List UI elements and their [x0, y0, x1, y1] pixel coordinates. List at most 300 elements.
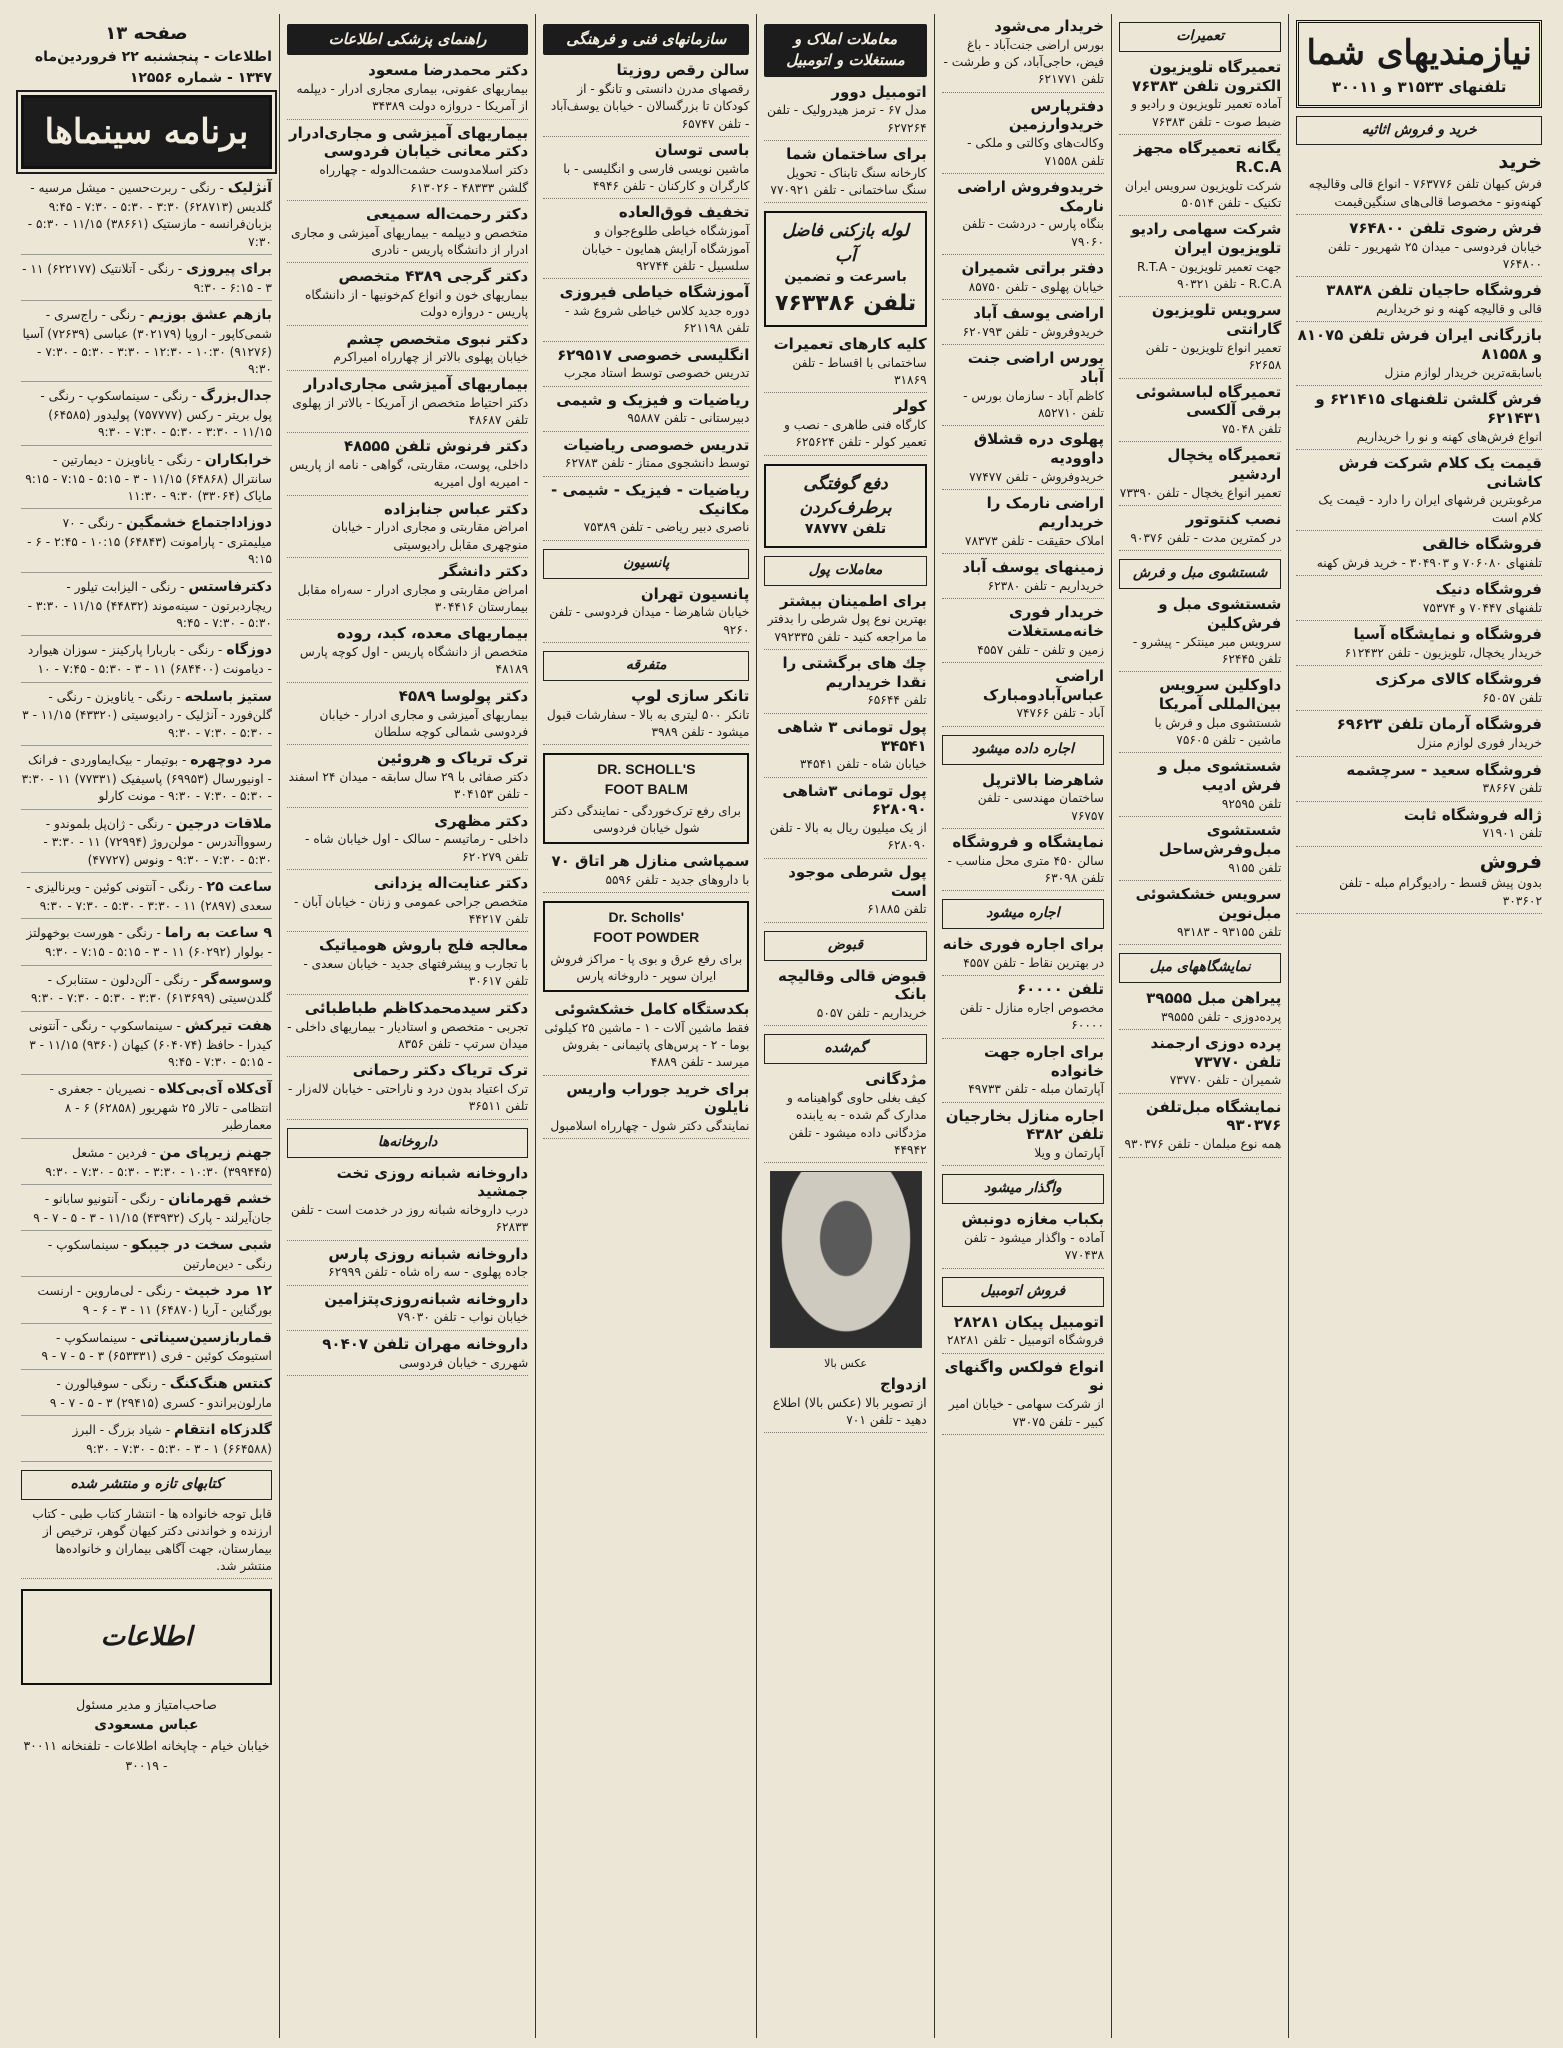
marriage-list — [764, 1375, 926, 1433]
repair-ad-item — [1119, 301, 1281, 378]
section-title-transfer: واگذار میشود — [942, 1174, 1104, 1204]
cinema-film-title: خشم قهرمانان — [168, 1190, 272, 1207]
property-ad-item — [764, 145, 926, 203]
cinema-showtimes: رنگی - آتلانتیک (۶۲۲۱۷۷) ۱۱ - ۳ - ۶:۱۵ - ۹:۳۰ — [22, 262, 272, 295]
carpet-ad-item-text: انواع فرش‌های کهنه و نو را خریداریم — [1356, 429, 1542, 444]
education-ad-item — [543, 346, 749, 387]
rent-list — [942, 771, 1104, 892]
cinema-film-title: دکترفاستس — [188, 578, 272, 595]
newspaper-logo — [21, 1589, 272, 1685]
credits-address: خیابان خیام - چاپخانه اطلاعات - تلفنخانه ۳۰۰۱۱ - ۳۰۰۱۹ — [23, 1738, 270, 1773]
carpet-ad-item-title: خرید — [1498, 151, 1542, 174]
pharmacy-ad-item — [287, 1290, 528, 1331]
credits-label: صاحب‌امتیاز و مدیر مسئول — [76, 1697, 217, 1713]
education-ad-item-text: ماشین نویسی فارسی و انگلیسی - با کارگران و کارکنان - تلفن ۴۹۴۶ — [563, 161, 750, 194]
laundry-ad-item-text: تلفن ۹۱۵۵ — [1228, 860, 1282, 875]
doctor-ad-item — [287, 749, 528, 807]
education-ad-item — [543, 283, 749, 341]
cinema-showtimes: رنگی - ربرت‌حسین - میشل مرسیه - گلدیس (۶۲۸۷۱۳) ۳:۳۰ - ۵:۳۰ - ۷:۳۰ - ۹:۴۵ بزبان‌فرانسه - مازستیک (۳۸۶۶۱) ۱۱/۱۵ - ۵:۳۰ - ۷:۳۰ — [27, 181, 272, 249]
carpet-ad-item — [1296, 670, 1542, 711]
education-ad-item-text: دوره جدید کلاس خیاطی شروع شد - تلفن ۶۲۱۱۹۸ — [565, 303, 750, 336]
repair-ad-item-text: تعمیر انواع تلویزیون - تلفن ۶۲۶۵۸ — [1145, 340, 1282, 373]
education-ad-item-title: باسی توسان — [654, 141, 750, 160]
cinema-showtimes: رنگی - سوفیالورن - مارلون‌براندو - کسری (۲۹۴۱۵) ۳ - ۵ - ۷ - ۹ — [49, 1376, 272, 1410]
education-ad-item-text: آموزشگاه خیاطی طلوع‌جوان و آموزشگاه آرایش همایون - خیابان سلسبیل - تلفن ۹۲۷۴۴ — [581, 224, 750, 273]
misc-ad-item — [543, 1000, 749, 1076]
education-ad-item — [543, 61, 749, 137]
doctor-ad-item-text: خیابان پهلوی بالاتر از چهارراه امیراکرم — [333, 350, 529, 365]
carpet-ad-item — [1296, 326, 1542, 386]
cinema-film-title: بازهم عشق بوزیم — [148, 307, 272, 324]
repair-ad-item-title: تعمیرگاه لباسشوئی برقی آلکسی — [1135, 382, 1282, 420]
rent-wanted-list — [942, 935, 1104, 1166]
carpet-ad-item-title: فروشگاه کالای مرکزی — [1375, 670, 1542, 689]
carpet-ad-item-text: فرش کیهان تلفن ۷۶۳۷۷۶ - انواع قالی وقالیچه کهنه‌ونو - مخصوصا قالی‌های سنگین‌قیمت — [1308, 177, 1542, 209]
doctors-list — [287, 61, 528, 1119]
realestate-ad-item-title: دفتر براتی شمیران — [961, 259, 1105, 278]
education-ad-item-text: توسط دانشجوی ممتاز - تلفن ۶۲۷۸۳ — [564, 456, 750, 471]
misc-ad-item — [543, 852, 749, 893]
cinema-listing: آی‌کلاه آی‌بی‌کلاه - نصیریان - جعفری - انتظامی - تالار ۲۵ شهریور (۶۲۸۵۸) ۶ - ۸ معمارطبر — [21, 1080, 272, 1139]
repair-ad-item-title: سرویس تلویزیون گارانتی — [1151, 301, 1282, 339]
repair-ad-item — [1119, 510, 1281, 551]
doctor-ad-item-title: دکتر دانشگر — [439, 561, 529, 580]
education-ad-item — [543, 481, 749, 541]
section-title-car: فروش اتومبیل — [942, 1277, 1104, 1307]
doctor-ad-item — [287, 687, 528, 745]
doctor-ad-item — [287, 61, 528, 119]
doctor-ad-item-text: داخلی، پوست، مقاربتی، گواهی - نامه از پاریس - امیریه اول امیریه — [289, 457, 529, 490]
property-ad-item — [764, 335, 926, 393]
repair-ad-item — [1119, 58, 1281, 135]
water-pipe-ad-line1: لوله بازکنی فاضل آب — [782, 221, 909, 266]
realestate-ad-item-text: وکالت‌های وکالتی و ملکی - تلفن ۷۱۵۵۸ — [967, 136, 1105, 168]
pest-ad — [764, 464, 926, 548]
portrait-photo — [770, 1171, 922, 1348]
realestate-ad-item-title: پهلوی دره قشلاق داوودیه — [973, 430, 1105, 468]
repair-ad-item-title: تعمیرگاه تلویزیون الکترون تلفن ۷۶۳۸۳ — [1131, 57, 1282, 95]
cinema-listing: هفت تیرکش - سینماسکوپ - رنگی - آنتونی کیدرا - حافظ (۶۰۴۰۷۴) کیهان (۹۳۶۰) ۱۱/۱۵ - ۳ - ۵:۱۵ - ۷:۳۰ - ۹:۴۵ — [21, 1017, 272, 1076]
doctor-ad-item-text: داخلی - رماتیسم - سالک - اول خیابان شاه - تلفن ۶۲۰۲۷۹ — [305, 832, 529, 864]
education-ad-item-title: آموزشگاه خیاطی فیروزی — [559, 283, 750, 302]
rent-wanted-ad-item-title: اجاره منازل بخارجیان تلفن ۴۳۸۲ — [945, 1106, 1105, 1144]
realestate-ad-item — [942, 494, 1104, 554]
doctor-ad-item-text: متخصص جراحی عمومی و زنان - خیابان آبان - تلفن ۴۴۲۱۷ — [293, 894, 529, 927]
cinema-film-title: جدال‌بزرگ — [200, 388, 272, 405]
rent-wanted-ad-item — [942, 1107, 1104, 1167]
doctor-ad-item-title: ترک تریاک دکتر رحمانی — [352, 1061, 529, 1080]
doctor-ad-item-title: دکتر سیدمحمدکاظم طباطبائی — [304, 998, 529, 1017]
credits-name: عباس مسعودی — [94, 1716, 199, 1733]
cinema-film-title: مرد دوچهره — [190, 752, 272, 769]
cinema-listing: دکترفاستس - رنگی - الیزابت تیلور - ریچاردبرتون - سینه‌موند (۴۴۸۳۲) ۱۱/۱۵ - ۳:۳۰ - ۵:۳۰ - ۷:۳۰ - ۹:۴۵ — [21, 578, 272, 637]
realestate-ad-item-text: خیابان پهلوی - تلفن ۸۵۷۵۰ — [968, 279, 1105, 294]
education-ad-item-title: انگلیسی خصوصی ۶۲۹۵۱۷ — [557, 345, 750, 364]
education-ad-item-text: تدریس خصوصی توسط استاد مجرب — [563, 366, 750, 381]
doctor-ad-item-title: دکتر عباس جنابزاده — [383, 499, 529, 518]
doctor-ad-item-title: دکتر فرنوش تلفن ۴۸۵۵۵ — [343, 437, 529, 456]
laundry-ad-item-title: سرویس خشکشوئی مبل‌نوین — [1135, 885, 1282, 922]
cinema-list — [21, 179, 272, 1462]
doctor-ad-item-title: دکتر نبوی متخصص چشم — [346, 329, 529, 348]
transfer-ad-item-text: آماده - واگذار میشود - تلفن ۷۷۰۴۳۸ — [963, 1231, 1105, 1263]
pharmacy-ad-item-text: درب داروخانه شبانه روز در خدمت است - تلفن ۶۲۸۳۳ — [290, 1203, 529, 1235]
realestate-ad-item-title: اراضی نارمک را خریداریم — [986, 494, 1105, 531]
cinema-showtimes: رنگی - سینماسکوپ - رنگی - پول بریتر - رکس (۷۵۷۷۷۷) پولیدور (۶۴۵۸۵) ۱۱/۱۵ - ۳:۳۰ - ۵:۳۰ - ۷:۳۰ - ۹:۳۰ — [40, 389, 272, 440]
realestate-ad-item-text: زمین و تلفن - تلفن ۴۵۵۷ — [977, 642, 1105, 657]
carpet-ad-item — [1296, 390, 1542, 450]
doctor-ad-item — [287, 874, 528, 932]
receipt-ad-item-title: قبوض قالی وقالیچه بانک — [778, 966, 927, 1004]
cinema-listing: مرد دوچهره - بوتیمار - بیک‌ایماوردی - فرانک - اونیورسال (۶۹۹۵۳) پاسیفیک (۷۷۳۳۱) ۱۱ - ۳:۳۰ - ۵:۳۰ - ۷:۳۰ - ۹:۳۰ - مونت کارلو — [21, 751, 272, 810]
realestate-ad-item — [942, 304, 1104, 345]
section-title-lost: گم‌شده — [764, 1034, 926, 1064]
foot-powder-line1: Dr. Scholls' — [608, 909, 685, 926]
rent-ad-item-title: شاهرضا بالاترپل — [982, 770, 1105, 789]
carpet-ad-item-text: تلفن ۷۱۹۰۱ — [1482, 826, 1542, 841]
transfer-ad-item-title: بکباب مغازه دونبش — [961, 1210, 1105, 1229]
lost-ad-item-title: مژدگانی — [865, 1070, 927, 1089]
money-ad-item — [764, 654, 926, 714]
doctor-ad-item — [287, 330, 528, 371]
repair-ad-item — [1119, 139, 1281, 216]
section-title-misc: متفرقه — [543, 651, 749, 681]
carpet-ad-item-text: خیابان فردوسی - میدان ۲۵ شهریور - تلفن ۷۶۴۸۰۰ — [1327, 239, 1542, 271]
doctor-ad-item — [287, 267, 528, 325]
pharmacy-ad-item-text: جاده پهلوی - سه راه شاه - تلفن ۶۲۹۹۹ — [328, 1265, 529, 1280]
cinema-showtimes: رنگی - لی‌ماروین - ارنست بورگناین - آریا (۶۴۸۷۰) ۱۱ - ۳ - ۶ - ۹ — [37, 1284, 272, 1318]
repair-ad-item — [1119, 220, 1281, 297]
marriage-ad-item — [764, 1375, 926, 1433]
laundry-ad-item — [1119, 595, 1281, 672]
laundry-ad-item-text: تلفن ۹۲۵۹۵ — [1221, 796, 1282, 811]
property-ad-item-title: اتومبیل دوور — [831, 82, 927, 101]
cinema-film-title: قماربازسین‌سیناتی — [139, 1329, 272, 1346]
rent-wanted-ad-item — [942, 980, 1104, 1038]
carpet-ad-item-title: فروشگاه آرمان تلفن ۶۹۶۲۳ — [1336, 715, 1542, 734]
section-title-furniture: نمایشگاههای مبل — [1119, 953, 1281, 983]
rent-wanted-ad-item-text: مخصوص اجاره منازل - تلفن ۶۰۰۰۰ — [959, 1001, 1105, 1033]
carpet-ad-item-text: تلفنهای ۷۰۴۴۷ و ۷۵۳۷۴ — [1422, 600, 1542, 615]
cinema-showtimes: رنگی - آلن‌دلون - ستنابرک - گلدن‌سیتی (۶۱۳۶۹۹) ۳:۳۰ - ۵:۳۰ - ۷:۳۰ - ۹:۳۰ — [30, 972, 272, 1006]
laundry-ad-item-text: تلفن ۹۳۱۵۵ - ۹۳۱۸۳ — [1176, 924, 1282, 939]
cinema-film-title: هفت تیرکش — [184, 1017, 272, 1034]
rent-ad-item — [942, 833, 1104, 891]
cinema-listing: کنتس هنگ‌کنگ - رنگی - سوفیالورن - مارلون‌براندو - کسری (۲۹۴۱۵) ۳ - ۵ - ۷ - ۹ — [21, 1375, 272, 1416]
money-ad-item-title: پول تومانی ۳ شاهی ۳۴۵۴۱ — [777, 717, 927, 755]
rent-ad-item-text: سالن ۴۵۰ متری محل مناسب - تلفن ۶۳۰۹۸ — [947, 853, 1105, 886]
cinema-listing: ساعت ۲۵ - رنگی - آنتونی کوئین - ویرنالیزی - سعدی (۲۸۹۷) ۱۱ - ۳:۳۰ - ۵:۳۰ - ۷:۳۰ - ۹:۳۰ — [21, 878, 272, 919]
rent-wanted-ad-item — [942, 1043, 1104, 1103]
property-ad-item-text: مدل ۶۷ - ترمز هیدرولیک - تلفن ۶۲۷۲۶۴ — [766, 103, 927, 135]
socks-ad-text: نمایندگی دکتر شول - چهارراه اسلامبول — [550, 1119, 750, 1134]
carpet-ad-item-text: تلفن ۳۸۶۶۷ — [1482, 781, 1542, 796]
cinema-film-title: شبی سخت در جیبکو — [131, 1237, 272, 1254]
cinema-film-title: گلدزکاه انتقام — [174, 1422, 272, 1438]
realestate-ad-item-text: کاظم آباد - سازمان بورس - تلفن ۸۵۲۷۱۰ — [963, 388, 1105, 421]
cinema-film-title: وسوسه‌گر — [201, 971, 272, 988]
rent-wanted-ad-item — [942, 935, 1104, 976]
realestate-ad-item-title: اراضی یوسف آباد — [973, 304, 1105, 323]
realestate-ad-item-text: املاک حقیقت - تلفن ۷۸۳۷۳ — [964, 533, 1105, 548]
carpet-ad-item-text: باسابقه‌ترین خریدار لوازم منزل — [1384, 365, 1542, 380]
money-list — [764, 592, 926, 923]
carpet-ad-item — [1296, 851, 1542, 914]
column-repairs — [1111, 14, 1288, 2038]
rent-ad-item-title: نمایشگاه و فروشگاه — [952, 833, 1105, 852]
masthead — [1296, 20, 1542, 108]
cinema-listing: گلدزکاه انتقام - شیاد بزرگ - البرز (۶۶۴۵۸۸) ۱ - ۳ - ۵:۳۰ - ۷:۳۰ - ۹:۳۰ — [21, 1421, 272, 1462]
cinema-showtimes: رنگی - یاناویزن - دیمارتین - سانترال (۶۴۸۶۸) ۱۱/۱۵ - ۳ - ۵:۱۵ - ۷:۱۵ - ۹:۱۵ مایاک (۳۳۰۶۴) ۹:۳۰ - ۱۱:۳۰ — [25, 452, 272, 503]
realestate-ad-item-text: خریدوفروش - تلفن ۶۲۰۷۹۳ — [962, 324, 1105, 339]
foot-powder-line2: FOOT POWDER — [593, 928, 700, 945]
laundry-ad-item-title: شستشوی مبل‌وفرش‌ساحل — [1158, 821, 1282, 858]
section-title-buy-sell: خرید و فروش اثاثیه — [1296, 116, 1542, 146]
realestate-ad-item-title: زمینهای یوسف آباد — [962, 558, 1105, 577]
cinema-listing: برای پیروزی - رنگی - آتلانتیک (۶۲۲۱۷۷) ۱۱ - ۳ - ۶:۱۵ - ۹:۳۰ — [21, 260, 272, 301]
realestate-ad-item — [942, 667, 1104, 727]
realestate-ad-item-title: بورس اراضی جنت آباد — [967, 349, 1105, 386]
doctor-ad-item-text: تجربی - متخصص و استادیار - بیماریهای داخلی - میدان سرتپ - تلفن ۸۳۵۶ — [287, 1019, 529, 1051]
cinema-listing: دوزگاه - رنگی - باربارا پارکینز - سوزان هیوارد - دیامونت (۶۸۴۴۰۰) ۱۱ - ۳ - ۵:۳۰ - ۷:۴۵ - ۱۰ — [21, 641, 272, 682]
marriage-ad-item-text: از تصویر بالا (عکس بالا) اطلاع دهید - تلفن ۷۰۱ — [772, 1395, 927, 1427]
cinema-showtimes: رنگی - آنتونیو سابانو - جان‌آیرلند - پارک (۴۳۹۳۲) ۱۱/۱۵ - ۳ - ۵ - ۷ - ۹ — [33, 1191, 272, 1225]
laundry-ad-item — [1119, 885, 1281, 945]
repairs-list — [1119, 58, 1281, 551]
misc-ad-item-text: با داروهای جدید - تلفن ۵۵۹۶ — [605, 872, 750, 887]
transfer-list — [942, 1210, 1104, 1268]
carpet-ad-item-title: فروشگاه و نمایشگاه آسیا — [1353, 625, 1542, 644]
rent-ad-item — [942, 771, 1104, 829]
realestate-ad-item-text: بنگاه پارس - دردشت - تلفن ۷۹۰۶۰ — [962, 217, 1105, 249]
carpet-ad-item-text: خریدار فوری لوازم منزل — [1416, 736, 1542, 751]
education-ad-item-text: ناصری دبیر ریاضی - تلفن ۷۵۳۸۹ — [583, 520, 750, 535]
boarding-ad — [543, 585, 749, 643]
cinema-showtimes: فردین - مشعل (۳۹۹۴۴۵) ۱۰:۳۰ - ۳:۳۰ - ۵:۳۰ - ۷:۳۰ - ۹:۳۰ — [45, 1145, 272, 1179]
realestate-ad-item-title: دفترپارس خریدوارزمین — [1008, 96, 1105, 134]
furniture-ad-item-text: پرده‌دوزی - تلفن ۳۹۵۵۵ — [1161, 1009, 1282, 1024]
doctor-ad-item — [287, 437, 528, 495]
cinema-listing: دوزاداجتماع خشمگین - رنگی - ۷۰ میلیمتری - پارامونت (۶۴۸۴۳) ۱۰:۱۵ - ۲:۴۵ - ۶ - ۹:۱۵ — [21, 514, 272, 573]
carpet-ad-item-title: قیمت یک کلام شرکت فرش کاشانی — [1338, 453, 1542, 491]
carpet-ad-item-title: فرش رضوی تلفن ۷۶۴۸۰۰ — [1349, 218, 1542, 237]
cinema-listing: خشم قهرمانان - رنگی - آنتونیو سابانو - جان‌آیرلند - پارک (۴۳۹۳۲) ۱۱/۱۵ - ۳ - ۵ - ۷ - ۹ — [21, 1190, 272, 1231]
laundry-ad-item — [1119, 676, 1281, 753]
education-ad-item-title: ریاضیات و فیزیک و شیمی — [556, 390, 750, 409]
doctor-ad-item-text: بیماریهای خون و انواع کم‌خونیها - از دانشگاه پاریس - دروازه دولت — [304, 288, 529, 320]
carpet-ad-item-title: فروشگاه حاجیان تلفن ۳۸۸۳۸ — [1326, 281, 1542, 300]
doctor-ad-item — [287, 936, 528, 994]
money-ad-item-title: پول تومانی ۳شاهی ۶۲۸۰۹۰ — [782, 781, 927, 819]
doctor-ad-item-text: متخصص از دانشگاه پاریس - اول کوچه پارس ۴۸۱۸۹ — [299, 645, 529, 677]
lost-ad-item-text: کیف بغلی حاوی گواهینامه و مدارک گم شده - به یابنده مژدگانی داده میشود - تلفن ۴۴۹۴۲ — [787, 1090, 927, 1157]
car-ad-item-title: انواع فولکس واگنهای نو — [944, 1357, 1105, 1395]
column-realestate — [934, 14, 1111, 2038]
doctor-ad-item-title: دکتر پولوسا ۴۵۸۹ — [398, 686, 529, 705]
repair-ad-item-text: تلفن ۷۵۰۴۸ — [1221, 422, 1282, 436]
cinema-listing: آنژلیک - رنگی - ربرت‌حسین - میشل مرسیه - گلدیس (۶۲۸۷۱۳) ۳:۳۰ - ۵:۳۰ - ۷:۳۰ - ۹:۴۵ بزبان‌فرانسه - مازستیک (۳۸۶۶۱) ۱۱/۱۵ - ۵:۳۰ - ۷:۳۰ — [21, 179, 272, 255]
realestate-ad-item-title: خریدوفروش اراضی نارمک — [957, 177, 1105, 215]
cinema-film-title: جهنم زیرپای من — [159, 1144, 272, 1161]
section-title-money: معاملات پول — [764, 556, 926, 586]
property-ad-item-title: کلیه کارهای تعمیرات — [773, 334, 927, 353]
education-ad-item-title: تدریس خصوصی ریاضیات — [563, 435, 750, 454]
education-ad-item-text: دبیرستانی - تلفن ۹۵۸۸۷ — [627, 411, 750, 426]
education-ad-item — [543, 436, 749, 477]
property-ad-item-title: کولر — [893, 397, 927, 416]
cinema-film-title: ساعت ۲۵ — [206, 879, 272, 896]
doctor-ad-item — [287, 205, 528, 263]
furniture-ad-item-title: نمایشگاه مبل‌تلفن ۹۳۰۳۷۶ — [1145, 1097, 1282, 1135]
realestate-ad-item-title: خریدار فوری خانه‌مستغلات — [1007, 603, 1105, 640]
education-list — [543, 61, 749, 540]
rent-ad-item-text: ساختمان مهندسی - تلفن ۷۶۷۵۷ — [977, 791, 1105, 823]
carpet-ad-item-title: فرش گلشن تلفنهای ۶۲۱۴۱۵ و ۶۲۱۴۳۱ — [1315, 390, 1542, 427]
property-ad-item-text: ساختمانی با اقساط - تلفن ۳۱۸۶۹ — [792, 355, 927, 387]
repair-ad-item-text: آماده تعمیر تلویزیون و رادیو و ضبط صوت - تلفن ۷۶۳۸۳ — [1131, 97, 1282, 129]
lost-ad-item — [764, 1070, 926, 1163]
photo-caption: عکس بالا — [824, 1357, 867, 1371]
money-ad-item — [764, 592, 926, 650]
carpet-ad-item-title: ژاله فروشگاه ثابت — [1403, 805, 1542, 824]
doctor-ad-item-text: بیماریهای عفونی، بیماری مجاری ادرار - دیپلمه از آمریکا - دروازه دولت ۳۴۳۸۹ — [296, 82, 529, 114]
rent-wanted-ad-item-text: آپارتمان و ویلا — [1034, 1146, 1105, 1161]
column-carpets — [1288, 14, 1549, 2038]
section-title-receipts: قبوض — [764, 931, 926, 961]
masthead-title: نیازمندیهای شما — [1306, 33, 1532, 73]
doctor-ad-item — [287, 999, 528, 1057]
pharmacy-ad-item — [287, 1335, 528, 1376]
pharmacy-ad-item-title: داروخانه شبانه‌روزی‌پتزامین — [324, 1289, 529, 1308]
doctor-ad-item-text: دکتر احتیاط متخصص از آمریکا - بالاتر از پهلوی تلفن ۴۸۶۸۷ — [292, 395, 529, 427]
newspaper-logo-seal: اطلاعات — [100, 1621, 193, 1652]
page-info — [21, 20, 272, 89]
carpet-ad-item-text: قالی و قالیچه کهنه و نو خریداریم — [1376, 302, 1542, 316]
cinema-showtimes: نصیریان - جعفری - انتظامی - تالار ۲۵ شهریور (۶۲۸۵۸) ۶ - ۸ معمارطبر — [49, 1082, 272, 1133]
money-ad-item-text: تلفن ۶۵۶۴۴ — [867, 693, 927, 708]
doctor-ad-item-title: دکتر گرجی ۴۳۸۹ متخصص — [338, 267, 529, 286]
furniture-ad-item-title: پرده دوزی ارجمند تلفن ۷۳۷۷۰ — [1150, 1033, 1282, 1071]
carpet-ad-item — [1296, 715, 1542, 756]
doctor-ad-item-text: با تجارب و پیشرفتهای جدید - خیابان سعدی - تلفن ۳۰۶۱۷ — [303, 957, 529, 989]
laundry-ad-item — [1119, 757, 1281, 817]
furniture-ad-item — [1119, 1034, 1281, 1094]
pest-ad-line2: تلفن ۷۸۷۷۷ — [804, 520, 887, 537]
property-ad-item-text: کارگاه فنی طاهری - نصب و تعمیر کولر - تلفن ۶۲۵۶۲۴ — [784, 417, 927, 450]
money-ad-item — [764, 863, 926, 923]
cinema-showtimes: رنگی - هورست بوخهولتز - بولوار (۶۰۲۹۲) ۱۱ - ۳ - ۵:۱۵ - ۷:۱۵ - ۹:۳۰ — [26, 926, 272, 960]
car-ad-item — [942, 1358, 1104, 1435]
pharmacy-ad-item — [287, 1164, 528, 1241]
masthead-phones: تلفنهای ۳۱۵۳۳ و ۳۰۰۱۱ — [1331, 78, 1507, 97]
realestate-ad-item-title: اراضی عباس‌آبادومبارک — [982, 666, 1105, 704]
laundry-ad-item-title: شستشوی مبل و فرش ادیب — [1158, 757, 1282, 795]
rent-wanted-ad-item-text: آپارتمان مبله - تلفن ۴۹۷۳۳ — [968, 1082, 1105, 1097]
realestate-ad-item — [942, 430, 1104, 490]
carpet-ad-item-title: فروشگاه سعید - سرچشمه — [1346, 760, 1542, 779]
furniture-list — [1119, 989, 1281, 1158]
laundry-ad-item-text: شستشوی مبل و فرش با ماشین - تلفن ۷۵۶۰۵ — [1154, 715, 1282, 748]
pharmacy-ad-item-title: داروخانه مهران تلفن ۹۰۴۰۷ — [322, 1334, 529, 1353]
doctor-ad-item-title: معالجه فلج باروش هومیاتیک — [318, 936, 529, 955]
laundry-ad-item-text: سرویس مبر مینتکر - پیشرو - تلفن ۶۲۴۴۵ — [1132, 634, 1282, 666]
repair-ad-item-title: یگانه تعمیرگاه مجهز R.C.A — [1134, 139, 1282, 176]
foot-balm-fa: برای رفع ترک‌خوردگی - نمایندگی دکتر شول خیابان فردوسی — [551, 803, 741, 835]
cinema-film-title: دوزاداجتماع خشمگین — [126, 515, 272, 532]
doctor-ad-item-title: بیماریهای آمیزشی و مجاری‌ادرار دکتر معانی خیابان فردوسی — [289, 123, 529, 161]
repair-ad-item-text: شرکت تلویزیون سرویس ایران تکنیک - تلفن ۵۰۵۱۴ — [1124, 178, 1282, 210]
doctor-ad-item — [287, 624, 528, 682]
foot-balm-line2: FOOT BALM — [604, 781, 688, 798]
book-ad — [21, 1506, 272, 1579]
laundry-ad-item-title: شستشوی مبل و فرش‌کلین — [1158, 595, 1282, 632]
section-title-repairs: تعمیرات — [1119, 22, 1281, 52]
doctor-ad-item-title: بیماریهای معده، کبد، روده — [336, 624, 529, 643]
carpet-ad-item-text: تلفن ۶۵۰۵۷ — [1482, 691, 1542, 706]
pharmacy-ad-item — [287, 1245, 528, 1286]
doctor-ad-item-text: بیماریهای آمیزشی و مجاری ادرار - خیابان فردوسی شمالی کوچه سلطان — [319, 707, 529, 739]
repair-ad-item — [1119, 446, 1281, 506]
doctor-ad-item — [287, 562, 528, 620]
column-education — [535, 14, 756, 2038]
realestate-list — [942, 17, 1104, 727]
laundry-ad-item — [1119, 821, 1281, 881]
doctor-ad-item-text: متخصص و دیپلمه - بیماریهای آمیزشی و مجاری ادرار از دانشگاه پاریس - نادری — [291, 225, 529, 257]
section-title-laundry: شستشوی مبل و فرش — [1119, 559, 1281, 589]
foot-balm-ad — [543, 753, 749, 844]
realestate-ad-item — [942, 349, 1104, 426]
cinema-listing: ستیز باسلحه - رنگی - یاناویزن - رنگی - گلن‌فورد - آنژلیک - رادیوسیتی (۴۳۳۲۰) ۱۱/۱۵ - ۳ - ۵:۳۰ - ۷:۳۰ - ۹:۳۰ — [21, 688, 272, 747]
money-ad-item-title: برای اطمینان بیشتر — [779, 591, 927, 610]
cinema-film-title: آنژلیک — [227, 180, 272, 197]
cinema-film-title: ۱۲ مرد خبیث — [184, 1283, 272, 1300]
rent-wanted-ad-item-title: برای اجاره جهت خانواده — [984, 1042, 1105, 1080]
book-ad-text: قابل توجه خانواده ها - انتشار کتاب طبی - کتاب ارزنده و خواندنی دکتر کیهان گوهر، ترخیص از بیمارستان، جهت آگاهی بیماران و خانواده‌ها منتشر شد. — [32, 1507, 272, 1574]
water-pipe-ad — [764, 211, 926, 326]
cinema-film-title: ستیز باسلحه — [184, 688, 272, 705]
money-ad-item-title: چك های برگشتی را نقدا خریداریم — [782, 653, 927, 691]
doctor-ad-item — [287, 812, 528, 870]
socks-ad-title: برای خرید جوراب واریس نایلون — [566, 1079, 750, 1117]
carpet-ad-item — [1296, 454, 1542, 531]
misc-list-3 — [543, 1000, 749, 1076]
carpet-ad-item — [1296, 806, 1542, 847]
marriage-ad-item-title: ازدواج — [879, 1374, 927, 1393]
property-list-2 — [764, 335, 926, 456]
money-ad-item — [764, 782, 926, 859]
cinema-showtimes: سینماسکوپ - رنگی - دین‌مارتین — [47, 1238, 272, 1272]
cinema-listing: ۱۲ مرد خبیث - رنگی - لی‌ماروین - ارنست بورگناین - آریا (۶۴۸۷۰) ۱۱ - ۳ - ۶ - ۹ — [21, 1282, 272, 1323]
furniture-ad-item-text: همه نوع مبلمان - تلفن ۹۳۰۳۷۶ — [1124, 1137, 1282, 1152]
cinema-film-title: دوزگاه — [226, 642, 272, 659]
doctor-ad-item — [287, 124, 528, 201]
foot-powder-ad — [543, 901, 749, 992]
education-ad-item-title: تخفیف فوق‌العاده — [618, 203, 750, 222]
cinema-film-title: خرابکاران — [204, 451, 272, 468]
realestate-ad-item — [942, 603, 1104, 663]
property-ad-item-title: برای ساختمان شما — [786, 145, 927, 163]
pharmacy-ad-item-title: داروخانه شبانه روزی پارس — [328, 1244, 529, 1263]
car-ad-item-title: اتومبیل پیکان ۲۸۲۸۱ — [953, 1312, 1105, 1331]
repair-ad-item-title: تعمیرگاه یخچال اردشیر — [1167, 446, 1282, 484]
carpets-list — [1296, 151, 1542, 914]
carpet-ad-item — [1296, 625, 1542, 666]
page-number: صفحه ۱۳ — [105, 23, 188, 44]
cinema-showtimes: سینماسکوپ - استیومک کوئین - فری (۶۵۳۳۳۱) ۳ - ۵ - ۷ - ۹ — [41, 1330, 272, 1364]
money-ad-item-title: پول شرطی موجود است — [788, 862, 927, 900]
cinema-showtimes: رنگی - باربارا پارکینز - سوزان هیوارد - دیامونت (۶۸۴۴۰۰) ۱۱ - ۳ - ۵:۳۰ - ۷:۴۵ - ۱۰ — [27, 643, 272, 677]
education-ad-item-text: رقصهای مدرن دانستی و تانگو - از کودکان تا بزرگسالان - خیابان یوسف‌آباد - تلفن ۶۵۷۴۷ — [550, 82, 750, 131]
